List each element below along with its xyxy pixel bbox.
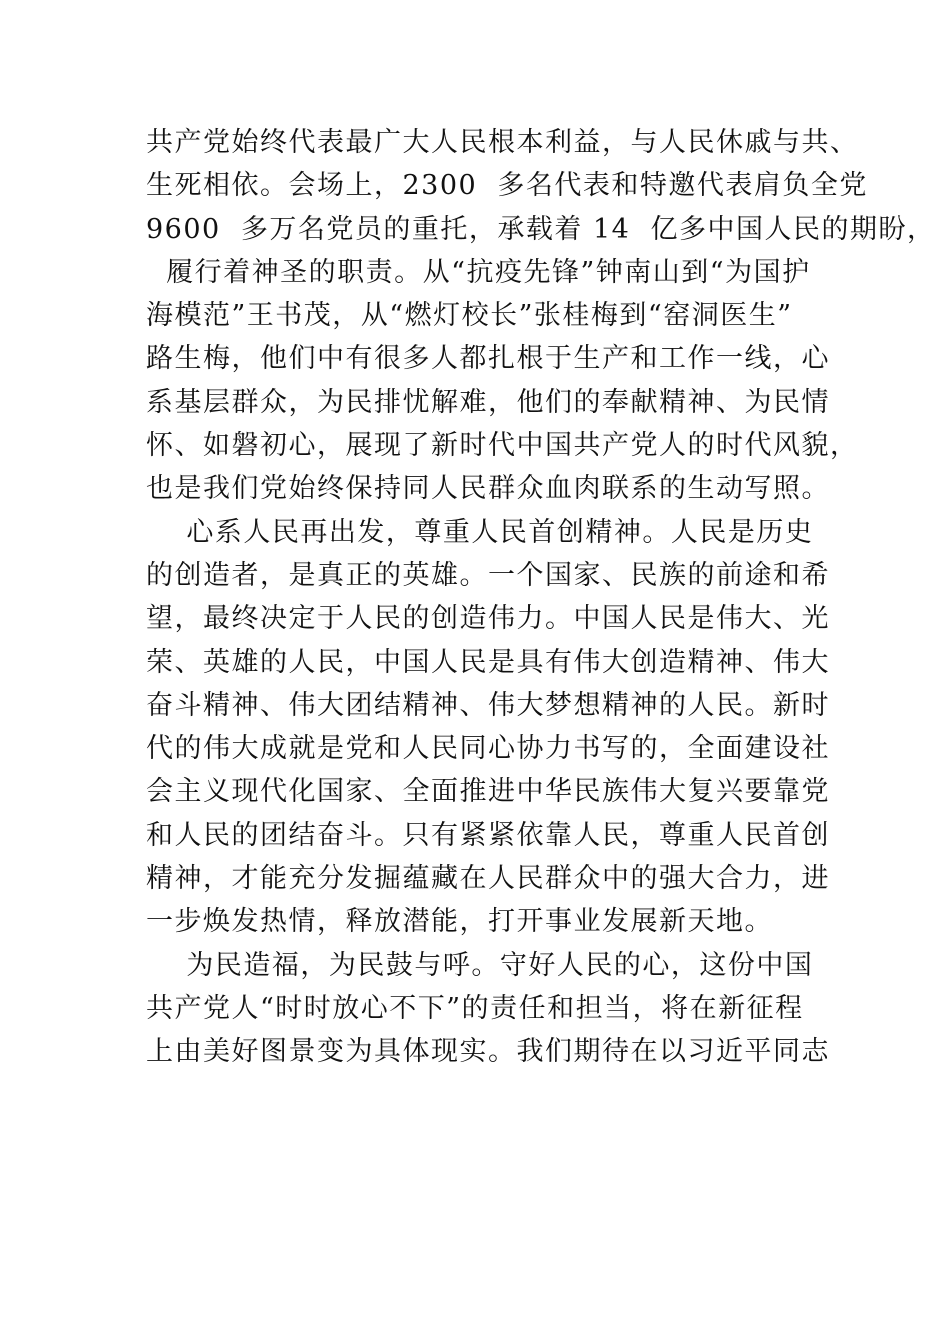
text-line: 和人民的团结奋斗。只有紧紧依靠人民，尊重人民首创 xyxy=(146,819,830,851)
text-line: 路生梅，他们中有很多人都扎根于生产和工作一线，心 xyxy=(146,343,830,375)
text-line: 共产党始终代表最广大人民根本利益，与人民休戚与共、 xyxy=(146,127,859,158)
body-text xyxy=(146,121,936,1074)
text-line: 生死相依。会场上，2300 多名代表和特邀代表肩负全党 xyxy=(146,170,868,202)
text-line: 9600 多万名党员的重托，承载着 14 亿多中国人民的期盼， xyxy=(146,213,936,245)
text-line: 的创造者，是真正的英雄。一个国家、民族的前途和希 xyxy=(146,559,830,591)
text-line: 共产党人“时时放心不下”的责任和担当，将在新征程 xyxy=(146,992,804,1024)
text-line: 也是我们党始终保持同人民群众血肉联系的生动写照。 xyxy=(146,473,830,505)
text-line: 履行着神圣的职责。从“抗疫先锋”钟南山到“为国护 xyxy=(146,256,811,288)
text-line: 代的伟大成就是党和人民同心协力书写的，全面建设社 xyxy=(146,733,830,765)
text-line: 精神，才能充分发掘蕴藏在人民群众中的强大合力，进 xyxy=(146,863,830,895)
text-line: 怀、如磐初心，展现了新时代中国共产党人的时代风貌， xyxy=(146,430,859,462)
text-line: 荣、英雄的人民，中国人民是具有伟大创造精神、伟大 xyxy=(146,646,830,678)
text-line: 一步焕发热情，释放潜能，打开事业发展新天地。 xyxy=(146,906,773,938)
text-line: 心系人民再出发，尊重人民首创精神。人民是历史 xyxy=(146,516,814,548)
text-line: 系基层群众，为民排忧解难，他们的奉献精神、为民情 xyxy=(146,386,830,418)
text-line: 望，最终决定于人民的创造伟力。中国人民是伟大、光 xyxy=(146,603,830,635)
text-line: 海模范”王书茂，从“燃灯校长”张桂梅到“窑洞医生” xyxy=(146,300,793,332)
text-line: 会主义现代化国家、全面推进中华民族伟大复兴要靠党 xyxy=(146,776,830,808)
text-line: 为民造福，为民鼓与呼。守好人民的心，这份中国 xyxy=(146,949,814,981)
text-line: 上由美好图景变为具体现实。我们期待在以习近平同志 xyxy=(146,1036,830,1068)
text-line: 奋斗精神、伟大团结精神、伟大梦想精神的人民。新时 xyxy=(146,689,830,721)
